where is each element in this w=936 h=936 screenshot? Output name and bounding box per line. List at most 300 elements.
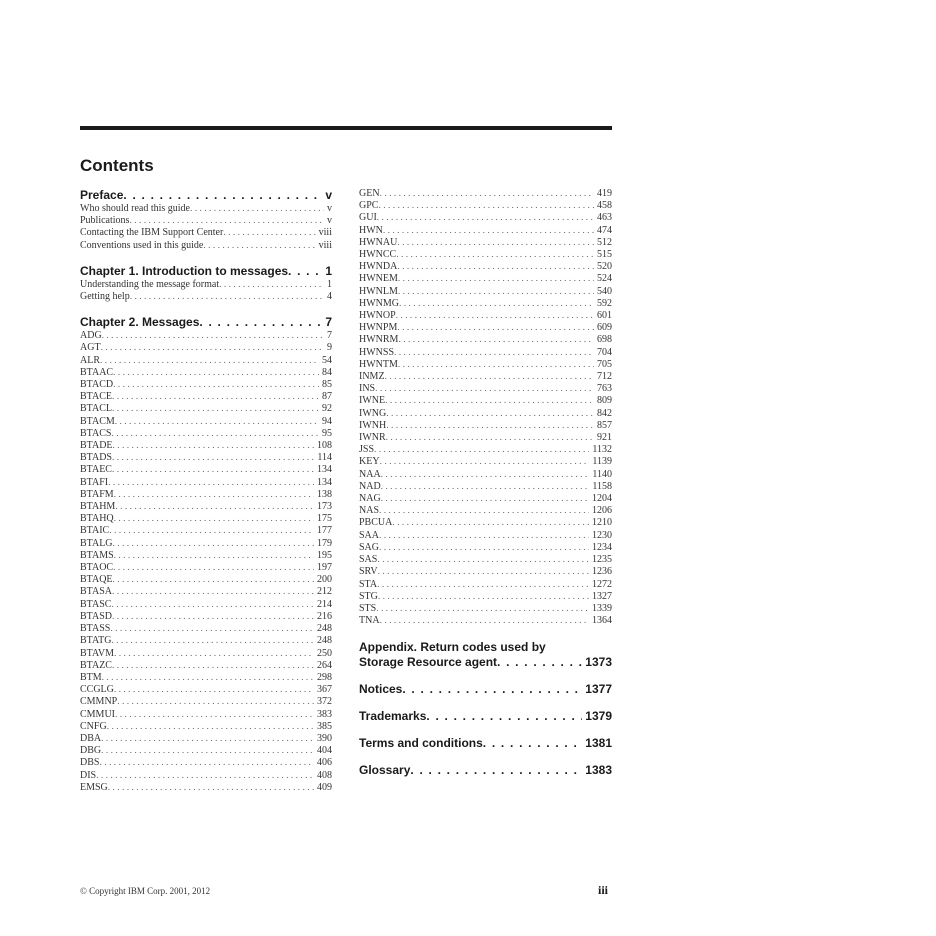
- toc-entry-label: BTACD: [80, 379, 114, 391]
- toc-entry[interactable]: [80, 464, 332, 476]
- toc-entry[interactable]: [359, 542, 612, 554]
- toc-entry-label: TNA: [359, 615, 380, 627]
- toc-entry-label: STG: [359, 590, 378, 602]
- toc-entry[interactable]: [80, 757, 332, 769]
- toc-entry-page: 85: [322, 379, 332, 391]
- toc-entry-page: 4: [327, 291, 332, 303]
- toc-entry-label: NAA: [359, 468, 381, 480]
- toc-entry[interactable]: [80, 599, 332, 611]
- toc-entry-label: BTAIC: [80, 525, 110, 537]
- toc-entry[interactable]: [80, 770, 332, 782]
- toc-entry-page: 1140: [592, 468, 612, 480]
- toc-entry[interactable]: [80, 240, 332, 252]
- toc-leader-dots: [112, 391, 319, 403]
- toc-leader-dots: [397, 261, 594, 273]
- toc-entry-page: 1210: [592, 517, 612, 529]
- toc-entry[interactable]: [359, 359, 612, 371]
- toc-entry-label: JSS: [359, 444, 375, 456]
- toc-entry-page: 177: [317, 525, 332, 537]
- toc-leader-dots: [190, 203, 324, 215]
- toc-entry-page: 404: [317, 745, 332, 757]
- toc-leader-dots: [113, 379, 319, 391]
- toc-chapter1-list: [80, 279, 332, 303]
- toc-leader-dots: [113, 574, 314, 586]
- toc-entry-label: BTAMS: [80, 549, 114, 561]
- toc-entry-label: INMZ: [359, 371, 385, 383]
- toc-entry-page: 216: [317, 610, 332, 622]
- toc-entry[interactable]: [80, 291, 332, 303]
- toc-entry-page: 704: [597, 346, 612, 358]
- toc-entry-page: 842: [597, 407, 612, 419]
- toc-entry-label: Who should read this guide: [80, 203, 190, 214]
- toc-entry-page: 763: [597, 383, 612, 395]
- toc-entry[interactable]: [80, 660, 332, 672]
- toc-entry-page: 1139: [592, 456, 612, 468]
- toc-entry[interactable]: [359, 347, 612, 359]
- toc-entry[interactable]: [80, 586, 332, 598]
- toc-entry-label: BTASD: [80, 610, 112, 622]
- toc-entry-label: SRV: [359, 566, 378, 578]
- toc-entry-label: HWNSS: [359, 346, 395, 358]
- toc-leader-dots: [101, 342, 324, 354]
- toc-heading-preface[interactable]: Preface . . . v: [80, 188, 332, 203]
- toc-entry-label: HWNOP: [359, 310, 396, 322]
- toc-leader-dots: [383, 225, 594, 237]
- toc-leader-dots: [397, 322, 594, 334]
- toc-leader-dots: [219, 279, 324, 291]
- toc-entry-label: EMSG: [80, 781, 108, 793]
- toc-entry-page: 134: [317, 464, 332, 476]
- toc-entry-page: 515: [597, 249, 612, 261]
- toc-leader-dots: [378, 200, 594, 212]
- toc-leader-dots: [112, 464, 314, 476]
- toc-entry[interactable]: [359, 517, 612, 529]
- header-rule: [80, 126, 612, 130]
- toc-entry-page: 9: [327, 342, 332, 354]
- toc-entry[interactable]: [359, 395, 612, 407]
- toc-leader-dots: [374, 444, 589, 456]
- toc-leader-dots: [109, 525, 314, 537]
- toc-leader-dots: [392, 517, 589, 529]
- toc-entry[interactable]: [359, 212, 612, 224]
- toc-leader-dots: [385, 371, 594, 383]
- toc-entry[interactable]: [359, 237, 612, 249]
- toc-entry[interactable]: [359, 554, 612, 566]
- toc-entry[interactable]: [80, 440, 332, 452]
- toc-entry-page: 408: [317, 769, 332, 781]
- toc-entry-label: HWN: [359, 224, 383, 236]
- toc-entry-page: 114: [317, 452, 332, 464]
- toc-entry[interactable]: [80, 452, 332, 464]
- toc-entry[interactable]: [359, 225, 612, 237]
- toc-entry[interactable]: [359, 505, 612, 517]
- toc-entry[interactable]: [80, 709, 332, 721]
- toc-entry-page: 1206: [592, 505, 612, 517]
- toc-entry[interactable]: [359, 579, 612, 591]
- toc-leader-dots: [377, 579, 589, 591]
- toc-leader-dots: [397, 237, 594, 249]
- toc-entry-label: BTACE: [80, 391, 112, 403]
- toc-entry-page: 1236: [592, 566, 612, 578]
- toc-entry-page: 406: [317, 757, 332, 769]
- toc-entry[interactable]: [80, 648, 332, 660]
- toc-leader-dots: [112, 611, 314, 623]
- toc-entry[interactable]: [359, 322, 612, 334]
- toc-entry-label: DBG: [80, 745, 102, 757]
- toc-leader-dots: [113, 440, 314, 452]
- toc-entry-page: 212: [317, 586, 332, 598]
- toc-entry-label: BTAZC: [80, 659, 112, 671]
- toc-leader-dots: [385, 395, 594, 407]
- toc-entry-page: 1364: [592, 615, 612, 627]
- toc-entry[interactable]: [359, 530, 612, 542]
- toc-entry[interactable]: [80, 330, 332, 342]
- toc-entry-label: BTACL: [80, 403, 112, 415]
- toc-heading-chapter1[interactable]: Chapter 1. Introduction to messages . . . 1: [80, 264, 332, 279]
- toc-entry[interactable]: [359, 286, 612, 298]
- toc-entry-page: 1: [327, 278, 332, 290]
- toc-entry-label: PBCUA: [359, 517, 393, 529]
- toc-entry[interactable]: [80, 635, 332, 647]
- toc-entry[interactable]: [80, 782, 332, 794]
- toc-entry[interactable]: [359, 261, 612, 273]
- toc-entry[interactable]: [359, 334, 612, 346]
- toc-entry-label: IWNR: [359, 432, 386, 444]
- toc-entry-page: 524: [597, 273, 612, 285]
- footer-copyright: © Copyright IBM Corp. 2001, 2012: [80, 886, 211, 896]
- toc-leader-dots: [381, 481, 590, 493]
- toc-leader-dots: [380, 456, 590, 468]
- toc-left-column: [80, 188, 332, 794]
- toc-entry-label: BTACS: [80, 427, 112, 439]
- toc-entry-label: BTAFM: [80, 488, 114, 500]
- toc-entry[interactable]: [80, 684, 332, 696]
- toc-entry-page: 601: [597, 310, 612, 322]
- toc-leader-dots: [386, 432, 594, 444]
- toc-leader-dots: [398, 359, 594, 371]
- toc-entry-page: 921: [597, 432, 612, 444]
- toc-entry-label: Conventions used in this guide: [80, 239, 204, 251]
- toc-entry[interactable]: [80, 477, 332, 489]
- toc-entry-page: 409: [317, 781, 332, 793]
- toc-entry-page: 134: [317, 476, 332, 488]
- toc-entry[interactable]: [359, 408, 612, 420]
- toc-heading-notices[interactable]: Notices . . . 1377: [359, 682, 612, 697]
- toc-entry-page: 195: [317, 549, 332, 561]
- toc-entry-page: 264: [317, 659, 332, 671]
- toc-entry[interactable]: [80, 215, 332, 227]
- toc-entry[interactable]: [80, 672, 332, 684]
- toc-leader-dots: [111, 635, 314, 647]
- toc-entry[interactable]: [80, 227, 332, 239]
- toc-entry-label: BTASC: [80, 598, 112, 610]
- toc-entry-page: 520: [597, 261, 612, 273]
- toc-entry-page: v: [327, 215, 332, 227]
- toc-leader-dots: [377, 554, 589, 566]
- toc-entry[interactable]: [359, 188, 612, 200]
- toc-entry-page: 175: [317, 513, 332, 525]
- toc-entry[interactable]: [80, 574, 332, 586]
- toc-leader-dots: [114, 684, 314, 696]
- toc-entry-page: 857: [597, 419, 612, 431]
- toc-entry-page: 540: [597, 285, 612, 297]
- toc-entry[interactable]: [80, 379, 332, 391]
- toc-entry-page: 200: [317, 574, 332, 586]
- toc-entry[interactable]: [80, 550, 332, 562]
- toc-entry-label: HWNCC: [359, 249, 397, 261]
- toc-leader-dots: [115, 416, 319, 428]
- toc-entry-label: ALR: [80, 354, 100, 366]
- toc-entry[interactable]: [80, 611, 332, 623]
- toc-entry[interactable]: [359, 383, 612, 395]
- toc-entry-page: 592: [597, 297, 612, 309]
- toc-entry[interactable]: [80, 342, 332, 354]
- toc-leader-dots: [99, 757, 314, 769]
- toc-entry-page: 1158: [592, 480, 612, 492]
- toc-entry[interactable]: [359, 469, 612, 481]
- toc-leader-dots: [112, 586, 314, 598]
- toc-entry-page: viii: [318, 239, 332, 251]
- toc-leader-dots: [386, 408, 594, 420]
- toc-leader-dots: [378, 566, 589, 578]
- toc-entry-label: BTAEC: [80, 464, 112, 476]
- page-number: iii: [598, 883, 609, 897]
- toc-entry-page: 87: [322, 391, 332, 403]
- toc-entry-label: Contacting the IBM Support Center: [80, 227, 224, 239]
- toc-entry[interactable]: [80, 279, 332, 291]
- toc-entry-page: 248: [317, 635, 332, 647]
- toc-leader-dots: [112, 403, 319, 415]
- toc-entry[interactable]: [80, 203, 332, 215]
- toc-leader-dots: [379, 542, 589, 554]
- page-title: Contents: [80, 156, 154, 175]
- toc-leader-dots: [108, 782, 314, 794]
- toc-entry-page: v: [327, 203, 332, 214]
- toc-entry[interactable]: [80, 428, 332, 440]
- toc-leader-dots: [379, 505, 589, 517]
- toc-entry-page: 95: [322, 427, 332, 439]
- toc-entry[interactable]: [80, 367, 332, 379]
- toc-entry-page: 94: [322, 415, 332, 427]
- toc-leader-dots: [101, 745, 314, 757]
- toc-entry-page: 1272: [592, 578, 612, 590]
- toc-entry-page: 367: [317, 684, 332, 696]
- toc-entry-label: GPC: [359, 200, 379, 212]
- toc-entry[interactable]: [359, 615, 612, 627]
- toc-entry[interactable]: [359, 603, 612, 615]
- toc-leader-dots: [223, 227, 315, 239]
- toc-entry-label: GEN: [359, 188, 380, 199]
- toc-chapter2-list: [80, 330, 332, 794]
- toc-entry-page: 1235: [592, 554, 612, 566]
- toc-entry-label: BTALG: [80, 537, 113, 549]
- toc-entry-label: BTASA: [80, 586, 112, 598]
- toc-leader-dots: [376, 603, 589, 615]
- toc-leader-dots: [113, 367, 319, 379]
- toc-entry-label: BTAAC: [80, 366, 114, 378]
- toc-entry-label: Publications: [80, 215, 130, 227]
- toc-leader-dots: [380, 615, 589, 627]
- toc-entry-page: 248: [317, 623, 332, 635]
- toc-leader-dots: [102, 330, 324, 342]
- toc-leader-dots: [380, 188, 594, 200]
- toc-leader-dots: [398, 273, 594, 285]
- toc-heading-chapter2[interactable]: Chapter 2. Messages . . . 7: [80, 315, 332, 330]
- toc-entry[interactable]: [80, 513, 332, 525]
- toc-entry-label: AGT: [80, 342, 101, 354]
- toc-leader-dots: [379, 530, 589, 542]
- toc-entry-label: BTAQE: [80, 574, 113, 586]
- toc-entry[interactable]: [80, 745, 332, 757]
- toc-entry-page: 372: [317, 696, 332, 708]
- toc-entry-label: HWNRM: [359, 334, 399, 346]
- toc-leader-dots: [108, 477, 314, 489]
- toc-preface-list: [80, 203, 332, 252]
- toc-entry-label: NAS: [359, 505, 380, 517]
- toc-entry[interactable]: [80, 525, 332, 537]
- toc-entry-page: 463: [597, 212, 612, 224]
- toc-leader-dots: [113, 562, 314, 574]
- toc-entry-label: IWNG: [359, 407, 387, 419]
- toc-entry[interactable]: [80, 355, 332, 367]
- toc-entry[interactable]: [359, 432, 612, 444]
- toc-leader-dots: [203, 240, 315, 252]
- toc-leader-dots: [399, 298, 594, 310]
- toc-entry-page: 385: [317, 720, 332, 732]
- toc-entry[interactable]: [359, 493, 612, 505]
- toc-entry-page: 609: [597, 322, 612, 334]
- toc-entry-label: BTACM: [80, 415, 115, 427]
- toc-right-column: [359, 188, 612, 778]
- toc-entry[interactable]: [359, 444, 612, 456]
- toc-entry[interactable]: [80, 538, 332, 550]
- toc-leader-dots: [114, 489, 314, 501]
- toc-entry-label: BTASS: [80, 623, 111, 635]
- toc-entry-label: SAS: [359, 554, 378, 566]
- toc-leader-dots: [394, 347, 594, 359]
- toc-entry[interactable]: [359, 420, 612, 432]
- toc-entry[interactable]: [359, 371, 612, 383]
- toc-entry-label: BTAHQ: [80, 513, 114, 525]
- toc-entry-page: 390: [317, 732, 332, 744]
- toc-entry-page: 809: [597, 395, 612, 407]
- toc-leader-dots: [101, 733, 314, 745]
- toc-leader-dots: [100, 355, 319, 367]
- toc-entry-label: BTM: [80, 671, 102, 683]
- toc-entry-page: 214: [317, 598, 332, 610]
- toc-entry[interactable]: [359, 481, 612, 493]
- toc-leader-dots: [396, 310, 594, 322]
- toc-entry[interactable]: [359, 273, 612, 285]
- toc-entry-label: CMMNP: [80, 696, 118, 708]
- toc-heading-appendix-line1[interactable]: Appendix. Return codes used by: [359, 640, 546, 655]
- toc-entry[interactable]: [359, 310, 612, 322]
- toc-entry-label: DBA: [80, 732, 102, 744]
- toc-entry[interactable]: [359, 591, 612, 603]
- toc-entry[interactable]: [80, 733, 332, 745]
- toc-entry-page: 1327: [592, 590, 612, 602]
- toc-leader-dots: [375, 383, 594, 395]
- toc-entry[interactable]: [80, 623, 332, 635]
- toc-entry[interactable]: [80, 403, 332, 415]
- toc-entry-label: KEY: [359, 456, 380, 468]
- toc-entry[interactable]: [359, 200, 612, 212]
- toc-entry-label: HWNPM: [359, 322, 398, 334]
- toc-entry[interactable]: [80, 489, 332, 501]
- toc-messages-continued-list: [359, 188, 612, 627]
- toc-entry-label: BTAOC: [80, 562, 114, 574]
- toc-entry[interactable]: [359, 456, 612, 468]
- toc-leader-dots: [111, 428, 319, 440]
- toc-leader-dots: [381, 469, 590, 481]
- toc-heading-appendix[interactable]: Storage Resource agent . . . 1373: [359, 655, 612, 670]
- toc-entry-page: 419: [597, 188, 612, 199]
- toc-entry-page: 705: [597, 358, 612, 370]
- toc-entry-page: 383: [317, 708, 332, 720]
- toc-leader-dots: [110, 623, 314, 635]
- toc-entry[interactable]: [80, 562, 332, 574]
- toc-entry-page: 298: [317, 671, 332, 683]
- toc-entry-label: SAA: [359, 529, 380, 541]
- toc-entry-label: DBS: [80, 757, 100, 769]
- toc-entry-label: IWNE: [359, 395, 386, 407]
- toc-leader-dots: [112, 660, 314, 672]
- toc-entry-page: 1230: [592, 529, 612, 541]
- toc-entry-label: CNFG: [80, 720, 107, 732]
- toc-heading-glossary[interactable]: Glossary . . . 1383: [359, 763, 612, 778]
- toc-entry-page: 1132: [592, 444, 612, 456]
- toc-entry[interactable]: [80, 696, 332, 708]
- toc-entry[interactable]: [359, 249, 612, 261]
- toc-leader-dots: [377, 212, 594, 224]
- toc-leader-dots: [117, 696, 314, 708]
- toc-leader-dots: [114, 648, 314, 660]
- toc-entry-label: CCGLG: [80, 684, 114, 696]
- toc-entry-page: viii: [318, 227, 332, 239]
- toc-entry-label: STS: [359, 602, 377, 614]
- toc-entry[interactable]: [80, 391, 332, 403]
- toc-entry-page: 712: [597, 371, 612, 383]
- toc-entry-label: GUI: [359, 212, 377, 224]
- toc-leader-dots: [114, 513, 314, 525]
- toc-entry[interactable]: [80, 721, 332, 733]
- toc-leader-dots: [130, 291, 324, 303]
- toc-entry[interactable]: [80, 501, 332, 513]
- toc-entry-label: SAG: [359, 541, 380, 553]
- toc-heading-trademarks[interactable]: Trademarks . . . 1379: [359, 709, 612, 724]
- toc-entry-label: BTAFI: [80, 476, 109, 488]
- toc-leader-dots: [96, 770, 314, 782]
- toc-entry-page: 474: [597, 224, 612, 236]
- toc-entry-label: HWNAU: [359, 236, 398, 248]
- toc-entry-label: DIS: [80, 769, 97, 781]
- toc-entry-page: 458: [597, 200, 612, 212]
- toc-entry-page: 1339: [592, 602, 612, 614]
- toc-entry[interactable]: [80, 416, 332, 428]
- toc-entry-label: HWNDA: [359, 261, 398, 273]
- toc-entry-label: HWNEM: [359, 273, 398, 285]
- toc-entry-label: HWNTM: [359, 358, 398, 370]
- toc-entry-label: BTAHM: [80, 501, 116, 513]
- toc-entry-page: 197: [317, 562, 332, 574]
- toc-entry[interactable]: [359, 566, 612, 578]
- toc-entry-label: IWNH: [359, 419, 387, 431]
- toc-entry-label: Understanding the message format: [80, 278, 220, 290]
- toc-heading-terms[interactable]: Terms and conditions . . . 1381: [359, 736, 612, 751]
- toc-entry-label: HWNLM: [359, 285, 398, 297]
- toc-entry-label: NAG: [359, 493, 381, 505]
- toc-entry[interactable]: [359, 298, 612, 310]
